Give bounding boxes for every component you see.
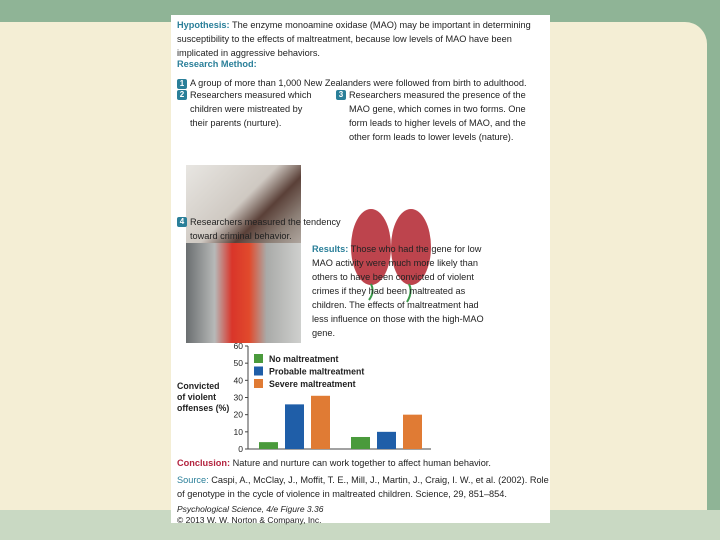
results-label: Results: — [312, 244, 349, 254]
bar-probable-maltreatment — [285, 404, 304, 449]
bar-severe-maltreatment — [403, 415, 422, 449]
credit-book: Psychological Science, 4/e Figure 3.36 — [177, 504, 324, 514]
y-tick-label: 40 — [233, 375, 243, 386]
step-text: Researchers measured the tendency toward criminal behavior. — [190, 217, 341, 241]
bar-probable-maltreatment — [377, 432, 396, 449]
step-3 — [336, 88, 541, 144]
legend-label: No maltreatment — [269, 354, 339, 364]
step-number: 4 — [177, 217, 187, 227]
y-tick-label: 20 — [233, 409, 243, 420]
source-label: Source: — [177, 475, 209, 485]
y-tick-label: 30 — [233, 392, 243, 403]
y-axis-label: of violent — [177, 392, 217, 402]
method-label: Research Method: — [177, 59, 257, 69]
conclusion-text: Nature and nurture can work together to affect human behavior. — [232, 458, 491, 468]
step-number: 3 — [336, 90, 346, 100]
y-axis-label: Convicted — [177, 381, 220, 391]
conclusion — [177, 456, 547, 470]
bar-severe-maltreatment — [311, 396, 330, 449]
step-number: 2 — [177, 90, 187, 100]
step-text: Researchers measured which children were mistreated by their parents (nurture). — [190, 90, 312, 128]
bar-chart — [171, 325, 550, 455]
source — [177, 473, 549, 501]
y-tick-label: 10 — [233, 426, 243, 437]
results-text: Those who had the gene for low MAO activity were much more likely than others to have been convicted of violent crimes if they had been maltreated as children. The effects of maltreatment had less influence on those with the high-MAO gene. — [312, 244, 484, 338]
legend-label: Severe maltreatment — [269, 379, 356, 389]
hypothesis — [177, 18, 547, 60]
figure-panel — [171, 15, 550, 523]
step-4 — [177, 215, 347, 243]
legend-swatch — [254, 367, 263, 376]
bar-no-maltreatment — [351, 437, 370, 449]
y-tick-label: 0 — [238, 444, 243, 454]
legend-label: Probable maltreatment — [269, 366, 365, 377]
y-tick-label: 50 — [233, 358, 243, 369]
step-text: Researchers measured the presence of the MAO gene, which comes in two forms. One form leads to higher levels of MAO, and the other form leads to lower levels (nature). — [349, 90, 526, 142]
credit-copyright: © 2013 W. W. Norton & Company, Inc. — [177, 515, 322, 525]
conclusion-label: Conclusion: — [177, 458, 231, 468]
y-tick-label: 60 — [233, 341, 243, 351]
hypothesis-text: The enzyme monoamine oxidase (MAO) may be important in determining susceptibility to the effects of maltreatment, because low levels of MAO have been implicated in aggressive behaviors. — [177, 20, 531, 58]
y-axis-label: offenses (%) — [177, 403, 230, 413]
step-number: 1 — [177, 79, 187, 89]
source-text: Caspi, A., McClay, J., Moffit, T. E., Mill, J., Martin, J., Craig, I. W., et al. (2002). Role of genotype in the cycle of violence in maltreated children. Science, 29, 851–854. — [177, 475, 549, 499]
bar-no-maltreatment — [259, 442, 278, 449]
legend-swatch — [254, 379, 263, 388]
legend-swatch — [254, 354, 263, 363]
step-text: A group of more than 1,000 New Zealanders were followed from birth to adulthood. — [190, 78, 527, 88]
step-2 — [177, 88, 322, 130]
hypothesis-label: Hypothesis: — [177, 20, 230, 30]
